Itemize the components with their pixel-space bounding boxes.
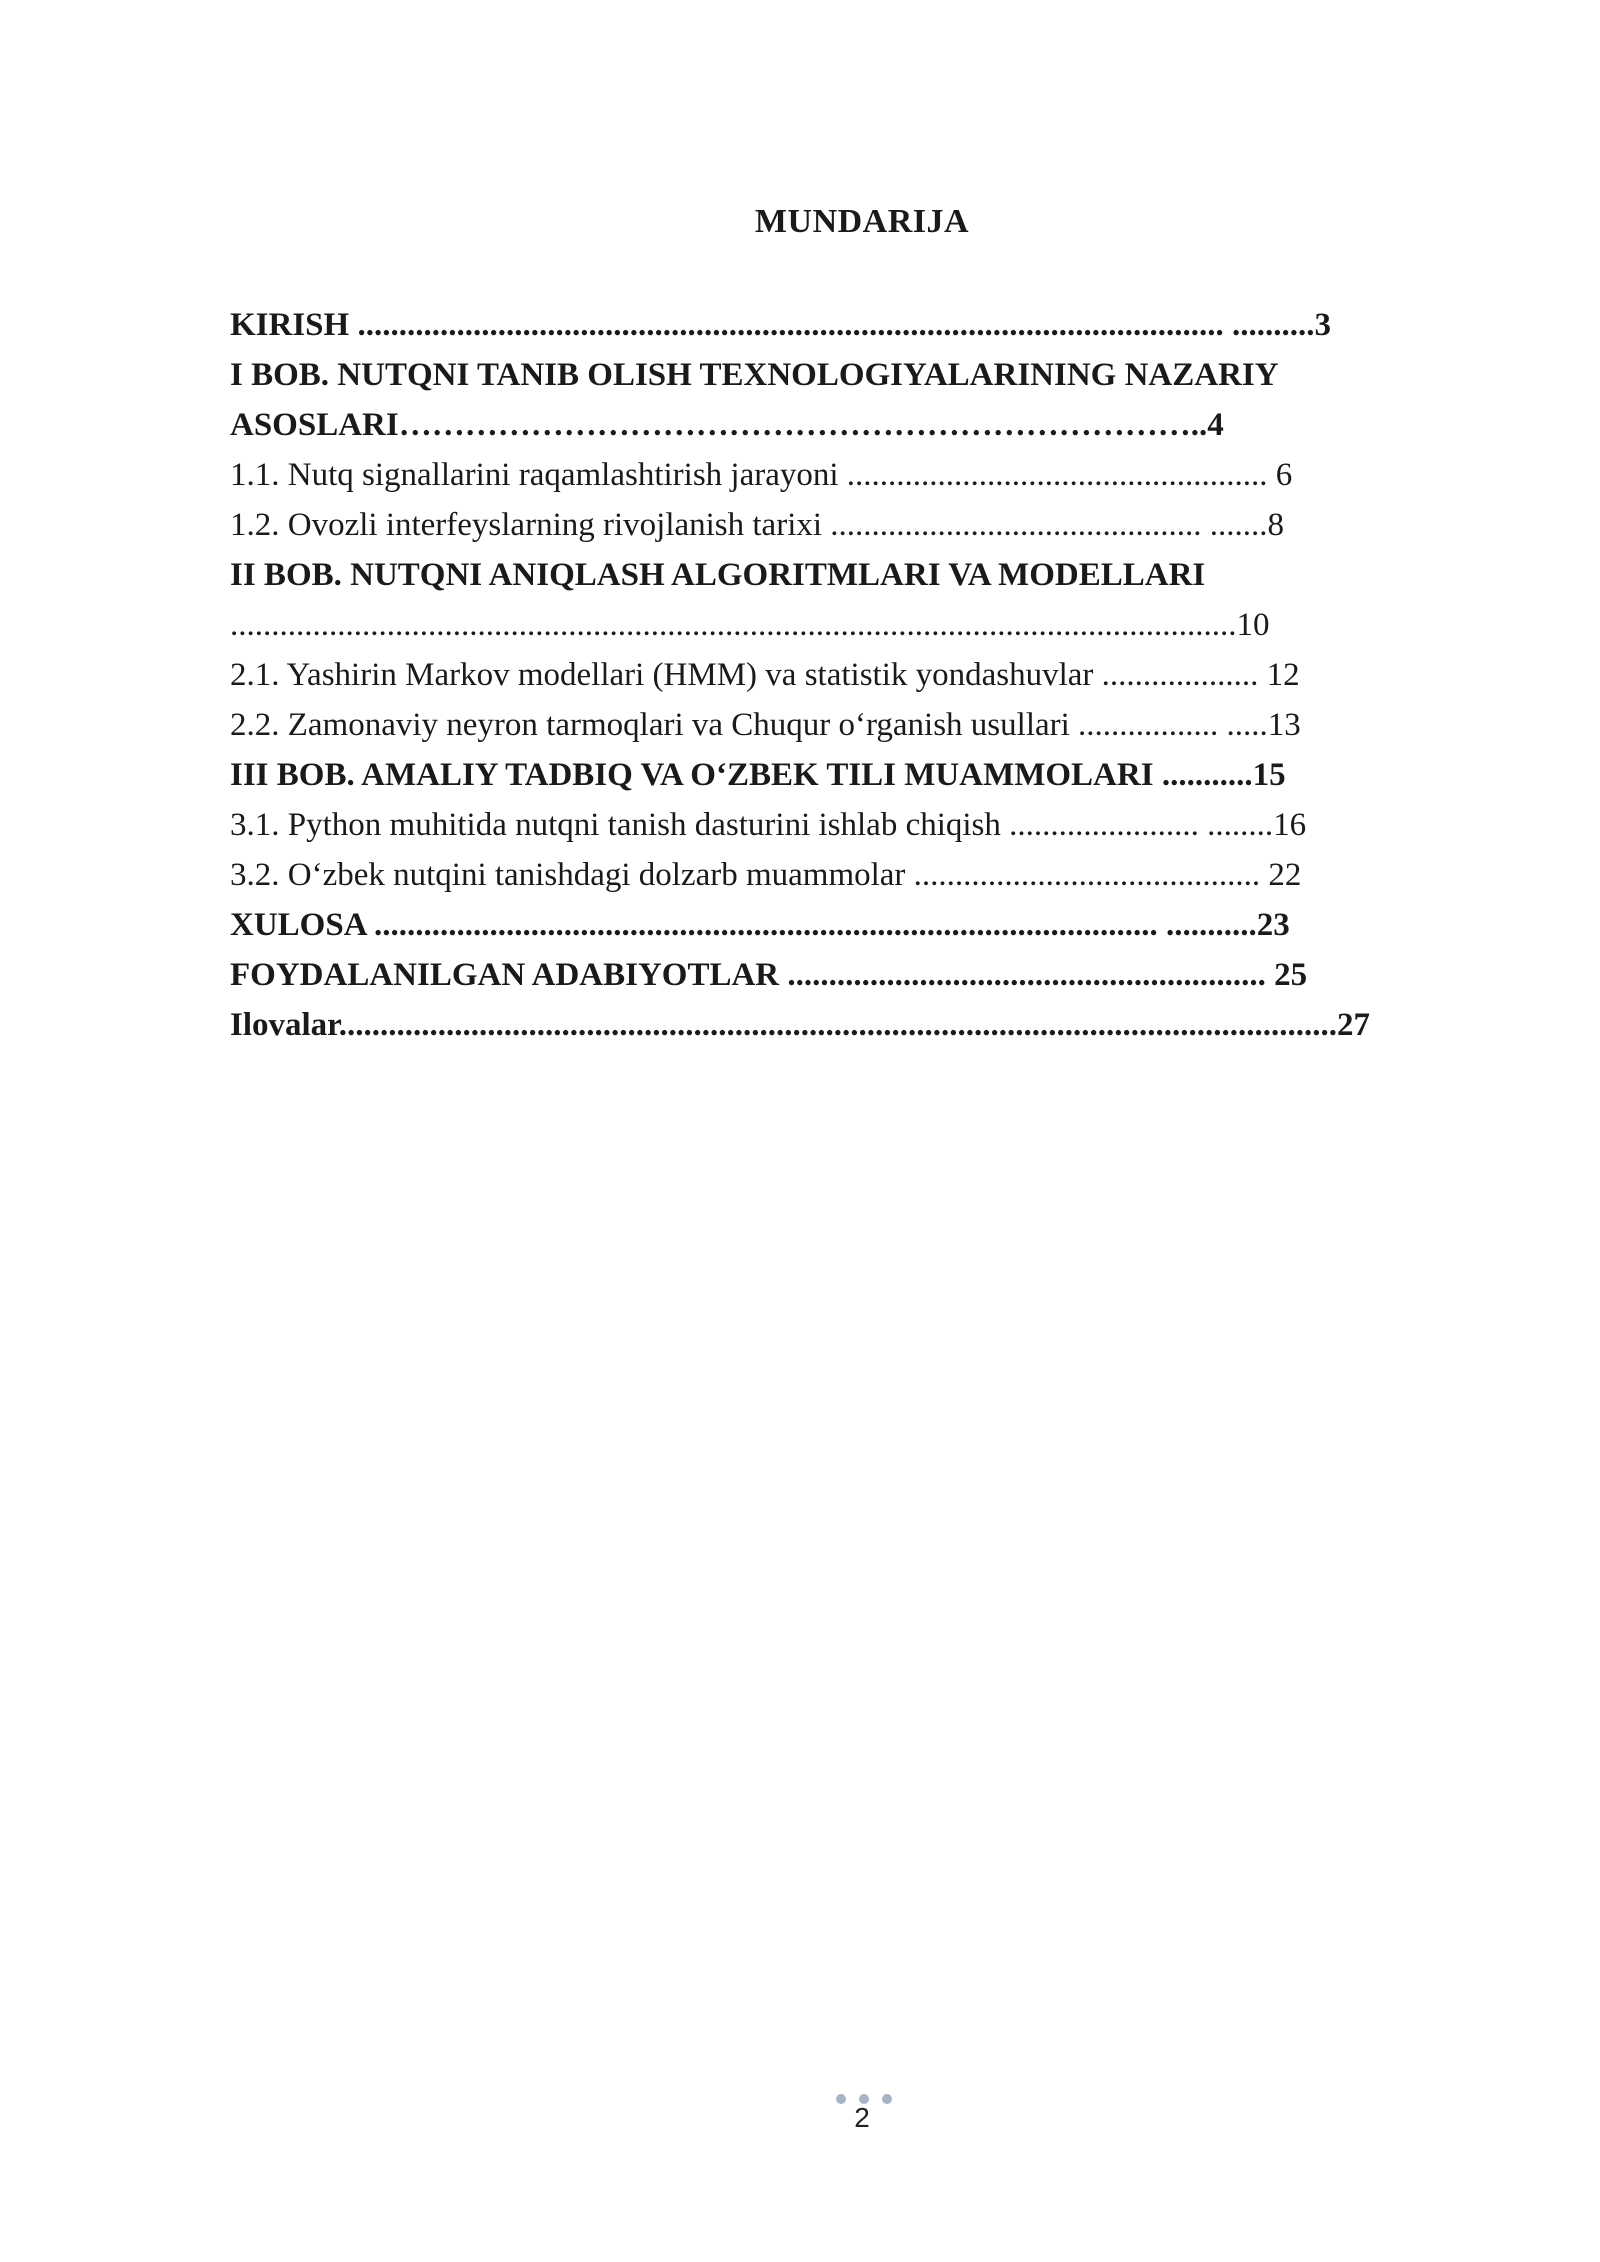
toc-entry-text: 1.1. Nutq signallarini raqamlashtirish jarayoni ................................................... 6 (230, 457, 1293, 493)
toc-entry-text: XULOSA ............................................................................................... ...........23 (230, 907, 1290, 943)
toc-entry (230, 750, 1490, 800)
toc-entry-text: 1.2. Ovozli interfeyslarning rivojlanish tarixi ............................................. .......8 (230, 507, 1285, 543)
page-title: MUNDARIJA (754, 203, 970, 240)
toc-entry-text: ASOSLARI………………………………………………………………..4 (230, 407, 1224, 443)
toc-entry-text: KIRISH ......................................................................................................... ..........3 (230, 307, 1331, 343)
toc-entry (230, 700, 1490, 750)
toc-entry (230, 550, 1490, 600)
toc-entry (230, 650, 1490, 700)
toc-entry-text: FOYDALANILGAN ADABIYOTLAR .......................................................... 25 (230, 957, 1308, 993)
toc-entry (230, 600, 1490, 650)
toc-entry (230, 400, 1490, 450)
table-of-contents (230, 300, 1490, 1050)
toc-entry (230, 1000, 1490, 1050)
toc-entry (230, 800, 1490, 850)
toc-entry (230, 450, 1490, 500)
toc-entry-text: ..........................................................................................................................10 (230, 607, 1270, 643)
toc-entry (230, 850, 1490, 900)
toc-entry (230, 300, 1490, 350)
toc-entry-text: 2.2. Zamonaviy neyron tarmoqlari va Chuqur o‘rganish usullari ................. .....13 (230, 707, 1301, 743)
toc-entry-text: II BOB. NUTQNI ANIQLASH ALGORITMLARI VA MODELLARI (230, 557, 1206, 593)
toc-entry (230, 350, 1490, 400)
toc-entry-text: 3.1. Python muhitida nutqni tanish dasturini ishlab chiqish ....................... ........16 (230, 807, 1307, 843)
toc-entry-text: I BOB. NUTQNI TANIB OLISH TEXNOLOGIYALARINING NAZARIY (230, 357, 1279, 393)
page-number: 2 (854, 2102, 870, 2133)
toc-entry (230, 500, 1490, 550)
toc-entry (230, 950, 1490, 1000)
toc-entry-text: Ilovalar.........................................................................................................................27 (230, 1007, 1371, 1043)
toc-entry-text: 3.2. O‘zbek nutqini tanishdagi dolzarb muammolar .......................................... 22 (230, 857, 1302, 893)
toc-entry-text: 2.1. Yashirin Markov modellari (HMM) va statistik yondashuvlar ................... 12 (230, 657, 1300, 693)
toc-entry (230, 900, 1490, 950)
toc-entry-text: III BOB. AMALIY TADBIQ VA O‘ZBEK TILI MUAMMOLARI ...........15 (230, 757, 1286, 793)
